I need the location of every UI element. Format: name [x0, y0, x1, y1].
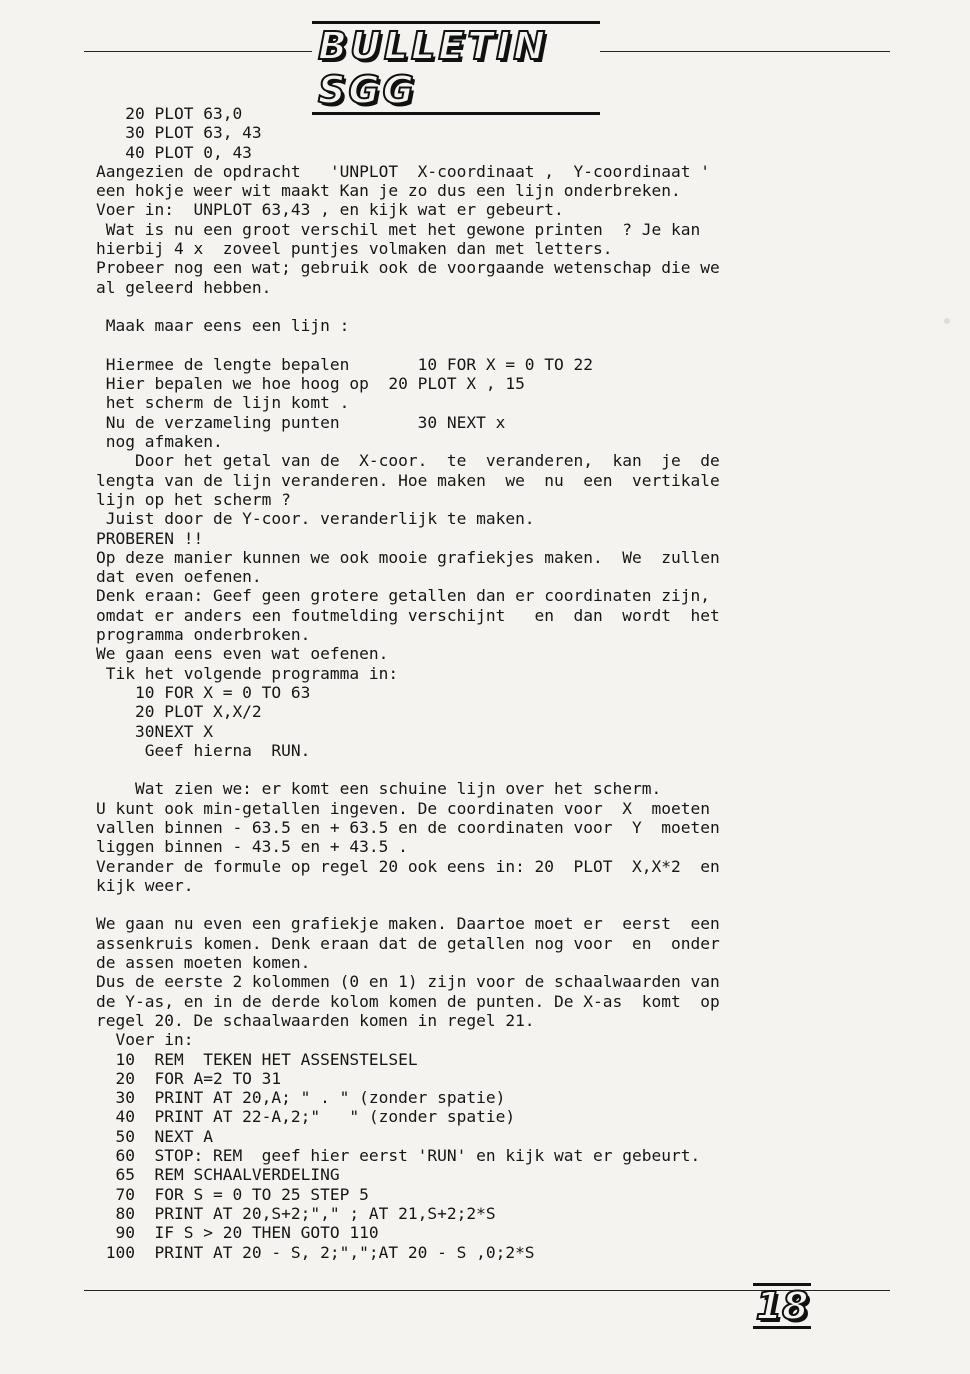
text-line: regel 20. De schaalwaarden komen in regel 21. — [96, 1010, 535, 1030]
text-line: Juist door de Y-coor. veranderlijk te maken. — [96, 509, 535, 529]
text-line: Denk eraan: Geef geen grotere getallen dan er coordinaten zijn, — [96, 586, 710, 606]
text-line: Geef hierna RUN. — [96, 740, 311, 760]
text-line: Dus de eerste 2 kolommen (0 en 1) zijn voor de schaalwaarden van — [96, 972, 720, 992]
text-line: Verander de formule op regel 20 ook eens in: 20 PLOT X,X*2 en — [96, 856, 720, 876]
text-line: de assen moeten komen. — [96, 953, 311, 973]
text-line: Probeer nog een wat; gebruik ook de voorgaande wetenschap die we — [96, 258, 720, 278]
text-line: een hokje weer wit maakt Kan je zo dus een lijn onderbreken. — [96, 181, 681, 201]
text-line: hierbij 4 x zoveel puntjes volmaken dan met letters. — [96, 239, 613, 259]
page-number-badge — [757, 1283, 807, 1329]
text-line: 50 NEXT A — [96, 1126, 213, 1146]
text-line: We gaan eens even wat oefenen. — [96, 644, 389, 664]
text-line: 30NEXT X — [96, 721, 213, 741]
text-line: U kunt ook min-getallen ingeven. De coordinaten voor X moeten — [96, 798, 710, 818]
text-line: We gaan nu even een grafiekje maken. Daartoe moet er eerst een — [96, 914, 720, 934]
text-line: 70 FOR S = 0 TO 25 STEP 5 — [96, 1184, 369, 1204]
text-line: 80 PRINT AT 20,S+2;"," ; AT 21,S+2;2*S — [96, 1203, 496, 1223]
text-line: 20 PLOT 63,0 — [96, 104, 243, 123]
text-line: liggen binnen - 43.5 en + 43.5 . — [96, 837, 408, 857]
page-number: 18 — [753, 1283, 812, 1329]
text-line: Voer in: — [96, 1030, 194, 1050]
text-line: Op deze manier kunnen we ook mooie grafiekjes maken. We zullen — [96, 547, 720, 567]
text-line: Tik het volgende programma in: — [96, 663, 399, 683]
text-line: Aangezien de opdracht 'UNPLOT X-coordinaat , Y-coordinaat ' — [96, 161, 710, 181]
text-line: Hier bepalen we hoe hoog op 20 PLOT X , 15 — [96, 374, 525, 394]
text-line: nog afmaken. — [96, 432, 223, 452]
text-line: 60 STOP: REM geef hier eerst 'RUN' en kijk wat er gebeurt. — [96, 1146, 701, 1166]
punch-hole-mark — [944, 318, 950, 324]
text-line: 40 PRINT AT 22-A,2;" " (zonder spatie) — [96, 1107, 516, 1127]
text-line: 10 FOR X = 0 TO 63 — [96, 682, 311, 702]
text-line: Hiermee de lengte bepalen 10 FOR X = 0 TO 22 — [96, 354, 594, 374]
text-line: 40 PLOT 0, 43 — [96, 142, 252, 162]
text-line: Wat is nu een groot verschil met het gewone printen ? Je kan — [96, 219, 701, 239]
text-line: vallen binnen - 63.5 en + 63.5 en de coordinaten voor Y moeten — [96, 817, 720, 837]
text-line: Maak maar eens een lijn : — [96, 316, 350, 336]
text-line: dat even oefenen. — [96, 567, 262, 587]
text-line: 10 REM TEKEN HET ASSENSTELSEL — [96, 1049, 418, 1069]
text-line — [96, 760, 842, 779]
text-line — [96, 895, 842, 914]
text-line: 20 FOR A=2 TO 31 — [96, 1068, 282, 1088]
text-line: 30 PRINT AT 20,A; " . " (zonder spatie) — [96, 1088, 506, 1108]
text-line: lengta van de lijn veranderen. Hoe maken we nu een vertikale — [96, 470, 720, 490]
text-line: lijn op het scherm ? — [96, 489, 291, 509]
text-line: 100 PRINT AT 20 - S, 2;",";AT 20 - S ,0;2*S — [96, 1242, 535, 1262]
text-line — [96, 297, 842, 316]
masthead-title: BULLETIN SGG — [312, 21, 600, 115]
article-body — [96, 104, 842, 1262]
text-line: assenkruis komen. Denk eraan dat de getallen nog voor en onder — [96, 933, 720, 953]
text-line: 90 IF S > 20 THEN GOTO 110 — [96, 1223, 379, 1243]
text-line: Door het getal van de X-coor. te veranderen, kan je de — [96, 451, 720, 471]
text-line: kijk weer. — [96, 875, 194, 895]
text-line: Voer in: UNPLOT 63,43 , en kijk wat er gebeurt. — [96, 200, 564, 220]
text-line — [96, 336, 842, 355]
text-line: 65 REM SCHAALVERDELING — [96, 1165, 340, 1185]
masthead-logo — [312, 24, 600, 112]
text-line: omdat er anders een foutmelding verschijnt en dan wordt het — [96, 605, 720, 625]
text-line: al geleerd hebben. — [96, 277, 272, 297]
text-line: Nu de verzameling punten 30 NEXT x — [96, 412, 506, 432]
text-line: PROBEREN !! — [96, 528, 204, 548]
text-line: het scherm de lijn komt . — [96, 393, 350, 413]
text-line: 20 PLOT X,X/2 — [96, 702, 262, 722]
text-line: de Y-as, en in de derde kolom komen de punten. De X-as komt op — [96, 991, 720, 1011]
text-line: Wat zien we: er komt een schuine lijn over het scherm. — [96, 779, 662, 799]
text-line: programma onderbroken. — [96, 625, 311, 645]
text-line: 30 PLOT 63, 43 — [96, 123, 262, 143]
